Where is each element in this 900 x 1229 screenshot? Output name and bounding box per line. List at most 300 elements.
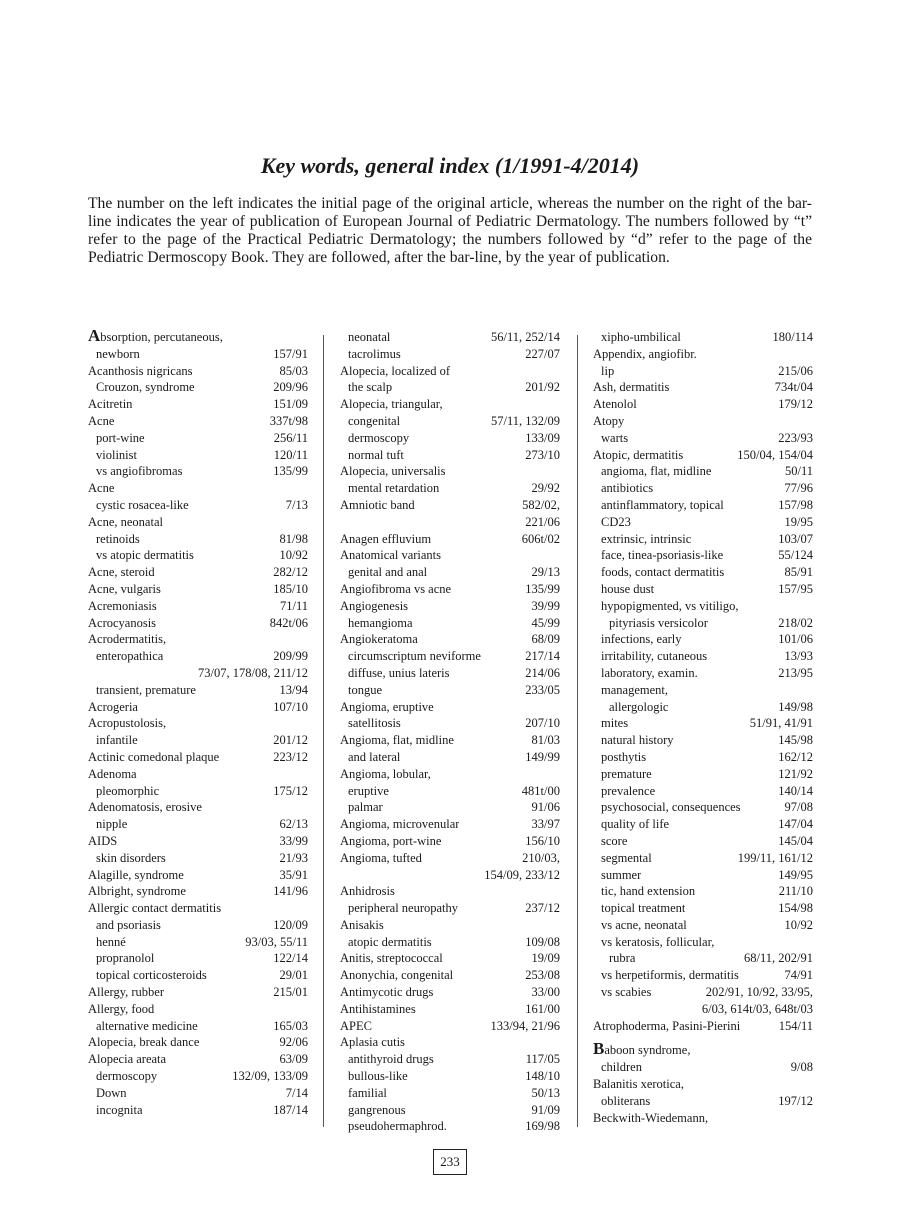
index-reference: 91/09 (531, 1102, 560, 1117)
index-term: antinflammatory, topical (601, 497, 724, 512)
index-entry (593, 833, 813, 850)
index-term: diffuse, unius lateris (348, 665, 450, 680)
index-reference: 29/01 (279, 968, 308, 983)
index-entry (88, 950, 308, 967)
index-reference: 39/99 (531, 598, 560, 613)
index-entry (593, 1018, 813, 1035)
index-reference: 214/06 (525, 665, 560, 680)
index-entry (340, 598, 560, 615)
index-term: Albright, syndrome (88, 884, 186, 899)
index-reference: 21/93 (279, 850, 308, 865)
index-reference: 117/05 (525, 1052, 560, 1067)
index-term: genital and anal (348, 565, 428, 580)
index-reference: 256/11 (273, 430, 308, 445)
index-entry (88, 379, 308, 396)
index-reference: 81/03 (531, 733, 560, 748)
index-term: infantile (96, 733, 138, 748)
index-entry (88, 1102, 308, 1119)
index-reference: 9/08 (790, 1060, 813, 1075)
index-term: Atrophoderma, Pasini-Pierini (593, 1018, 741, 1033)
index-entry (593, 900, 813, 917)
index-entry (88, 1001, 308, 1018)
index-reference: 135/99 (525, 581, 560, 596)
index-entry (593, 1042, 813, 1059)
index-entry (88, 615, 308, 632)
index-reference: 154/11 (778, 1018, 813, 1033)
index-term: and lateral (348, 749, 401, 764)
index-entry (88, 867, 308, 884)
index-entry (593, 1076, 813, 1093)
index-term: summer (601, 867, 642, 882)
index-term: dermoscopy (96, 1069, 158, 1084)
index-term: Adenoma (88, 766, 137, 781)
index-entry (593, 699, 813, 716)
index-entry (593, 514, 813, 531)
index-term: Angiofibroma vs acne (340, 581, 452, 596)
index-term: dermoscopy (348, 430, 410, 445)
index-reference: 81/98 (279, 531, 308, 546)
index-entry (593, 934, 813, 951)
index-term: cystic rosacea-like (96, 497, 189, 512)
index-term: rubra (609, 951, 636, 966)
index-entry (88, 648, 308, 665)
index-entry (88, 984, 308, 1001)
index-term: vs scabies (601, 985, 652, 1000)
index-term: eruptive (348, 783, 389, 798)
index-entry (340, 900, 560, 917)
index-term: allergologic (609, 699, 669, 714)
index-term: Angiogenesis (340, 598, 409, 613)
index-reference: 85/91 (784, 565, 813, 580)
index-entry (88, 833, 308, 850)
index-reference: 135/99 (273, 464, 308, 479)
index-term: atopic dermatitis (348, 934, 432, 949)
index-term: obliterans (601, 1093, 651, 1108)
index-term: Angioma, tufted (340, 850, 422, 865)
index-reference: 55/124 (778, 548, 813, 563)
index-term: familial (348, 1085, 387, 1100)
index-entry (88, 917, 308, 934)
index-reference: 68/09 (531, 632, 560, 647)
index-entry (88, 1051, 308, 1068)
index-term: Baboon syndrome, (593, 1042, 690, 1059)
index-term: natural history (601, 733, 674, 748)
index-term: Acrogeria (88, 699, 138, 714)
index-reference: 68/11, 202/91 (744, 951, 813, 966)
index-reference: 7/13 (285, 497, 308, 512)
index-term: Aplasia cutis (340, 1035, 405, 1050)
index-reference: 223/12 (273, 749, 308, 764)
index-reference: 180/114 (772, 330, 813, 344)
index-term: laboratory, examin. (601, 665, 698, 680)
index-entry (340, 833, 560, 850)
index-entry (340, 363, 560, 380)
section-initial: A (88, 329, 101, 345)
index-entry (88, 497, 308, 514)
index-reference: 145/04 (778, 833, 813, 848)
index-reference: 175/12 (273, 783, 308, 798)
index-reference: 237/12 (525, 901, 560, 916)
index-entry (593, 715, 813, 732)
index-reference: 19/09 (531, 951, 560, 966)
index-term: palmar (348, 800, 383, 815)
index-reference: 13/94 (279, 682, 308, 697)
index-term: Angioma, port-wine (340, 833, 442, 848)
index-term: congenital (348, 413, 401, 428)
index-reference: 45/99 (531, 615, 560, 630)
index-entry (340, 749, 560, 766)
index-term: Atopic, dermatitis (593, 447, 684, 462)
index-term: AIDS (88, 833, 118, 848)
index-reference: 63/09 (279, 1052, 308, 1067)
index-term: warts (601, 430, 629, 445)
index-reference: 29/92 (531, 481, 560, 496)
index-reference: 233/05 (525, 682, 560, 697)
index-entry (340, 665, 560, 682)
index-reference: 209/96 (273, 380, 308, 395)
index-reference: 213/95 (778, 665, 813, 680)
index-entry (593, 430, 813, 447)
index-reference: 33/99 (279, 833, 308, 848)
index-entry (340, 648, 560, 665)
index-entry (593, 766, 813, 783)
index-entry (593, 1093, 813, 1110)
index-term: tongue (348, 682, 383, 697)
index-reference: 169/98 (525, 1119, 560, 1134)
index-entry (593, 984, 813, 1001)
index-term: Acitretin (88, 397, 133, 412)
index-term: Ash, dermatitis (593, 380, 670, 395)
index-reference: 215/06 (778, 363, 813, 378)
index-entry (88, 900, 308, 917)
index-term: Allergic contact dermatitis (88, 901, 222, 916)
index-term: APEC (340, 1018, 372, 1033)
index-term: premature (601, 766, 652, 781)
index-reference: 120/11 (273, 447, 308, 462)
index-entry (340, 1018, 560, 1035)
index-entry (593, 950, 813, 967)
index-entry (593, 379, 813, 396)
index-reference: 7/14 (285, 1085, 308, 1100)
index-term: Angioma, lobular, (340, 766, 431, 781)
index-entry (340, 766, 560, 783)
index-reference: 606t/02 (521, 531, 560, 546)
index-term: Acne, neonatal (88, 514, 163, 529)
index-reference: 121/92 (778, 766, 813, 781)
index-reference: 97/08 (784, 800, 813, 815)
index-term: Acrodermatitis, (88, 632, 167, 647)
index-term: irritability, cutaneous (601, 649, 708, 664)
index-entry (340, 329, 560, 346)
index-reference: 227/07 (525, 346, 560, 361)
index-entry (88, 514, 308, 531)
index-entry (88, 883, 308, 900)
index-term: alternative medicine (96, 1018, 198, 1033)
index-term: Angiokeratoma (340, 632, 418, 647)
index-term: Acne, steroid (88, 565, 155, 580)
index-term: neonatal (348, 330, 391, 344)
index-reference: 103/07 (778, 531, 813, 546)
index-reference: 10/92 (279, 548, 308, 563)
index-reference: 29/13 (531, 565, 560, 580)
index-term: Crouzon, syndrome (96, 380, 195, 395)
index-entry (593, 564, 813, 581)
index-reference: 149/95 (778, 867, 813, 882)
index-reference: 150/04, 154/04 (737, 447, 813, 462)
index-reference: 10/92 (784, 917, 813, 932)
index-term: antithyroid drugs (348, 1052, 434, 1067)
section-initial: B (593, 1042, 605, 1059)
index-column-3 (593, 329, 813, 1126)
index-term: pseudohermaphrod. (348, 1119, 447, 1134)
index-entry (88, 682, 308, 699)
index-reference: 207/10 (525, 716, 560, 731)
index-entry (340, 1118, 560, 1135)
index-term: retinoids (96, 531, 140, 546)
index-term: hemangioma (348, 615, 413, 630)
index-entry (593, 1110, 813, 1127)
index-reference: 199/11, 161/12 (737, 850, 813, 865)
index-term: foods, contact dermatitis (601, 565, 725, 580)
index-reference: 56/11, 252/14 (491, 330, 560, 344)
index-term: bullous-like (348, 1069, 408, 1084)
index-term: Anagen effluvium (340, 531, 432, 546)
index-reference: 273/10 (525, 447, 560, 462)
index-entry (593, 883, 813, 900)
index-entry (88, 329, 308, 346)
index-term: xipho-umbilical (601, 330, 681, 344)
index-term: vs atopic dermatitis (96, 548, 194, 563)
index-term: topical corticosteroids (96, 968, 207, 983)
index-reference: 211/10 (778, 884, 813, 899)
index-term: Alopecia, triangular, (340, 397, 443, 412)
index-entry (88, 665, 308, 682)
index-reference: 201/12 (273, 733, 308, 748)
index-reference: 133/09 (525, 430, 560, 445)
index-term: pleomorphic (96, 783, 160, 798)
index-entry (593, 447, 813, 464)
index-term: Acrocyanosis (88, 615, 157, 630)
index-entry (340, 1001, 560, 1018)
index-reference: 197/12 (778, 1093, 813, 1108)
index-term: antibiotics (601, 481, 654, 496)
index-entry (88, 799, 308, 816)
index-term: children (601, 1060, 642, 1075)
index-entry (340, 850, 560, 867)
index-term: Angioma, flat, midline (340, 733, 454, 748)
index-term: Adenomatosis, erosive (88, 800, 202, 815)
index-reference: 147/04 (778, 817, 813, 832)
index-entry (340, 396, 560, 413)
index-entry (593, 396, 813, 413)
index-entry (340, 799, 560, 816)
index-reference: 133/94, 21/96 (490, 1018, 560, 1033)
index-entry (88, 699, 308, 716)
index-term: topical treatment (601, 901, 686, 916)
index-term: Angioma, microvenular (340, 817, 460, 832)
index-reference: 71/11 (279, 598, 308, 613)
index-reference: 57/11, 132/09 (491, 413, 560, 428)
index-term: skin disorders (96, 850, 166, 865)
index-entry (593, 463, 813, 480)
index-entry (88, 715, 308, 732)
index-reference: 149/98 (778, 699, 813, 714)
index-term: tacrolimus (348, 346, 401, 361)
index-term: and psoriasis (96, 917, 161, 932)
index-reference: 337t/98 (269, 413, 308, 428)
index-entry (340, 917, 560, 934)
index-term: Acne (88, 413, 115, 428)
index-reference: 185/10 (273, 581, 308, 596)
index-entry (340, 547, 560, 564)
index-reference: 179/12 (778, 397, 813, 412)
index-term: Beckwith-Wiedemann, (593, 1110, 709, 1125)
index-entry (593, 346, 813, 363)
index-term: psychosocial, consequences (601, 800, 741, 815)
index-term: CD23 (601, 514, 631, 529)
index-reference: 217/14 (525, 649, 560, 664)
index-reference: 157/91 (273, 346, 308, 361)
index-term: hypopigmented, vs vitiligo, (601, 598, 739, 613)
index-reference: 201/92 (525, 380, 560, 395)
index-reference: 148/10 (525, 1069, 560, 1084)
index-reference: 156/10 (525, 833, 560, 848)
index-entry (340, 1102, 560, 1119)
index-term: Atenolol (593, 397, 637, 412)
index-entry (593, 480, 813, 497)
index-term: lip (601, 363, 615, 378)
index-reference: 149/99 (525, 749, 560, 764)
index-term: Anonychia, congenital (340, 968, 454, 983)
index-entry (88, 598, 308, 615)
index-reference: 481t/00 (521, 783, 560, 798)
index-reference: 73/07, 178/08, 211/12 (198, 665, 308, 680)
index-entry (593, 363, 813, 380)
index-entry (88, 816, 308, 833)
index-term: Anitis, streptococcal (340, 951, 443, 966)
index-reference: 107/10 (273, 699, 308, 714)
index-reference: 35/91 (279, 867, 308, 882)
index-entry (340, 1068, 560, 1085)
index-term: Angioma, eruptive (340, 699, 434, 714)
index-term: peripheral neuropathy (348, 901, 459, 916)
index-term: Down (96, 1085, 127, 1100)
index-entry (340, 699, 560, 716)
index-term: propranolol (96, 951, 155, 966)
index-entry (88, 967, 308, 984)
index-reference: 162/12 (778, 749, 813, 764)
index-reference: 120/09 (273, 917, 308, 932)
index-reference: 109/08 (525, 934, 560, 949)
index-term: satellitosis (348, 716, 401, 731)
index-reference: 101/06 (778, 632, 813, 647)
index-reference: 141/96 (273, 884, 308, 899)
index-entry (88, 463, 308, 480)
index-entry (340, 497, 560, 514)
index-term: Alagille, syndrome (88, 867, 184, 882)
index-entry (88, 447, 308, 464)
index-entry (593, 531, 813, 548)
index-entry (88, 396, 308, 413)
index-entry (88, 531, 308, 548)
index-entry (88, 631, 308, 648)
index-reference: 50/13 (531, 1085, 560, 1100)
index-reference: 93/03, 55/11 (245, 934, 308, 949)
index-term: Alopecia areata (88, 1052, 167, 1067)
index-entry (88, 581, 308, 598)
index-reference: 74/91 (784, 968, 813, 983)
index-reference: 165/03 (273, 1018, 308, 1033)
index-term: Balanitis xerotica, (593, 1077, 684, 1092)
index-entry (593, 413, 813, 430)
index-entry (593, 497, 813, 514)
index-entry (88, 1018, 308, 1035)
index-reference: 221/06 (525, 514, 560, 529)
index-reference: 582/02, (522, 497, 560, 512)
index-entry (593, 867, 813, 884)
index-entry (593, 648, 813, 665)
index-term: Anatomical variants (340, 548, 442, 563)
index-entry (340, 581, 560, 598)
index-entry (593, 749, 813, 766)
index-entry (340, 715, 560, 732)
index-entry (593, 967, 813, 984)
index-entry (88, 363, 308, 380)
index-entry (88, 413, 308, 430)
index-term: Antihistamines (340, 1001, 416, 1016)
index-reference: 77/96 (784, 481, 813, 496)
column-divider (577, 335, 578, 1127)
index-term: Allergy, rubber (88, 985, 165, 1000)
index-entry (340, 967, 560, 984)
index-entry (593, 581, 813, 598)
index-reference: 13/93 (784, 649, 813, 664)
index-term: vs angiofibromas (96, 464, 183, 479)
index-reference: 202/91, 10/92, 33/95, (705, 985, 813, 1000)
index-term: incognita (96, 1102, 143, 1117)
index-entry (593, 816, 813, 833)
index-term: house dust (601, 581, 655, 596)
index-reference: 122/14 (273, 951, 308, 966)
index-entry (593, 850, 813, 867)
index-term: extrinsic, intrinsic (601, 531, 692, 546)
index-entry (88, 783, 308, 800)
index-entry (88, 346, 308, 363)
index-entry (340, 883, 560, 900)
column-divider (323, 335, 324, 1127)
index-term: Actinic comedonal plaque (88, 749, 220, 764)
index-reference: 157/98 (778, 497, 813, 512)
index-term: newborn (96, 346, 140, 361)
index-entry (593, 682, 813, 699)
index-term: Allergy, food (88, 1001, 155, 1016)
index-reference: 210/03, (522, 850, 560, 865)
index-reference: 154/09, 233/12 (484, 867, 560, 882)
index-entry (340, 950, 560, 967)
index-reference: 50/11 (784, 464, 813, 479)
index-entry (88, 850, 308, 867)
index-reference: 215/01 (273, 985, 308, 1000)
index-reference: 161/00 (525, 1001, 560, 1016)
index-entry (340, 379, 560, 396)
index-term: mites (601, 716, 629, 731)
index-entry (593, 917, 813, 934)
index-entry (593, 547, 813, 564)
index-entry (88, 1034, 308, 1051)
index-term: normal tuft (348, 447, 404, 462)
index-term: face, tinea-psoriasis-like (601, 548, 724, 563)
index-reference: 253/08 (525, 968, 560, 983)
